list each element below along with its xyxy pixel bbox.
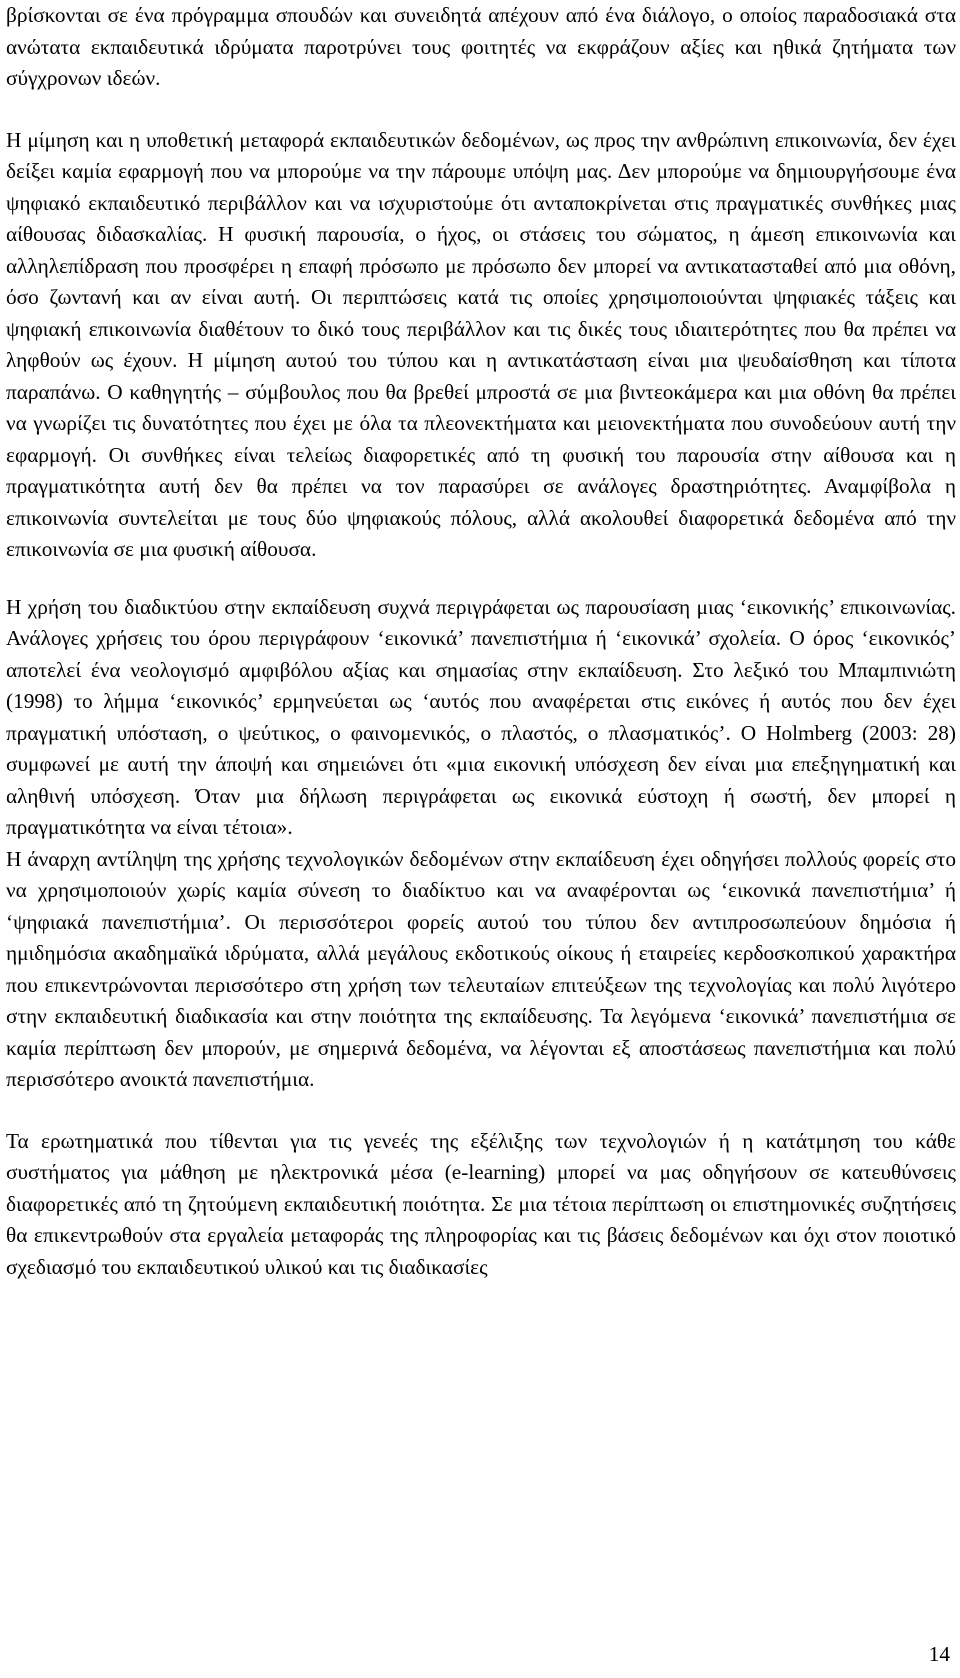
page-number: 14 bbox=[928, 1642, 950, 1666]
paragraph-elearning-questions: Τα ερωτηματικά που τίθενται για τις γενεές της εξέλιξης των τεχνολογιών ή η κατάτμηση του κάθε συστήματος για μάθηση με ηλεκτρονικά μέσα (e-learning) μπορεί να μας οδηγήσουν σε κατευθύνσεις διαφορετικές από τη ζητούμενη εκπαιδευτική ποιότητα. Σε μια τέτοια περίπτωση οι επιστημονικές συζητήσεις θα επικεντρωθούν στα εργαλεία μεταφοράς της πληροφορίας και τις βάσεις δεδομένων και όχι στον ποιοτικό σχεδιασμό του εκπαιδευτικού υλικού και τις διαδικασίες bbox=[6, 1128, 956, 1279]
body-text bbox=[6, 0, 956, 1283]
paragraph-continuation: βρίσκονται σε ένα πρόγραμμα σπουδών και συνειδητά απέχουν από ένα διάλογο, ο οποίος παραδοσιακά στα ανώτατα εκπαιδευτικά ιδρύματα παροτρύνει τους φοιτητές να εκφράζουν αξίες και ηθικά ζητήματα των σύγχρονων ιδεών. bbox=[6, 3, 956, 90]
paragraph-virtual-term: Η χρήση του διαδικτύου στην εκπαίδευση συχνά περιγράφεται ως παρουσίαση μιας ‘εικονικής’ επικοινωνίας. Ανάλογες χρήσεις του όρου περιγράφουν ‘εικονικά’ πανεπιστήμια ή ‘εικονικά’ σχολεία. Ο όρος ‘εικονικός’ αποτελεί ένα νεολογισμό αμφιβόλου αξίας και σημασίας στην εκπαίδευση. Στο λεξικό του Μπαμπινιώτη (1998) το λήμμα ‘εικονικός’ ερμηνεύεται ως ‘αυτός που αναφέρεται στις εικόνες ή αυτός που δεν έχει πραγματική υπόσταση, ο ψεύτικος, ο φαινομενικός, ο πλαστός, ο πλασματικός’. Ο Holmberg (2003: 28) συμφωνεί με αυτή την άποψή και σημειώνει ότι «μια εικονική υπόσχεση δεν είναι μια επεξηγηματική και αληθινή υπόσχεση. Όταν μια δήλωση περιγράφεται ως εικονικά εύστοχη ή σωστή, δεν μπορεί η πραγματικότητα να είναι τέτοια». bbox=[6, 594, 956, 839]
paragraph-imitation: Η μίμηση και η υποθετική μεταφορά εκπαιδευτικών δεδομένων, ως προς την ανθρώπινη επικοινωνία, δεν έχει δείξει καμία εφαρμογή που να μπορούμε να την πάρουμε υπόψη μας. Δεν μπορούμε να δημιουργήσουμε ένα ψηφιακό εκπαιδευτικό περιβάλλον και να ισχυριστούμε ότι ανταποκρίνεται στις πραγματικές συνθήκες μιας αίθουσας διδασκαλίας. Η φυσική παρουσία, ο ήχος, οι στάσεις του σώματος, η άμεση επικοινωνία και αλληλεπίδραση που προσφέρει η επαφή πρόσωπο με πρόσωπο δεν μπορεί να αντικατασταθεί από μια οθόνη, όσο ζωντανή και αν είναι αυτή. Οι περιπτώσεις κατά τις οποίες χρησιμοποιούνται ψηφιακές τάξεις και ψηφιακή επικοινωνία διαθέτουν το δικό τους περιβάλλον και τις δικές τους ιδιαιτερότητες που θα πρέπει να ληφθούν ως έχουν. Η μίμηση αυτού του τύπου και η αντικατάσταση είναι μια ψευδαίσθηση και τίποτα παραπάνω. Ο καθηγητής – σύμβουλος που θα βρεθεί μπροστά σε μια βιντεοκάμερα και μια οθόνη θα πρέπει να γνωρίζει τις δυνατότητες που έχει με όλα τα πλεονεκτήματα και μειονεκτήματα που συνοδεύουν αυτή την εφαρμογή. Οι συνθήκες είναι τελείως διαφορετικές από τη φυσική του παρουσία στην αίθουσα και η πραγματικότητα αυτή δεν θα πρέπει να τον παρασύρει σε ανάλογες δραστηριότητες. Αναμφίβολα η επικοινωνία συντελείται με τους δύο ψηφιακούς πόλους, αλλά ακολουθεί διαφορετικά δεδομένα από την επικοινωνία σε μια φυσική αίθουσα. bbox=[6, 127, 956, 561]
paragraph-virtual-universities: Η άναρχη αντίληψη της χρήσης τεχνολογικών δεδομένων στην εκπαίδευση έχει οδηγήσει πολλούς φορείς στο να χρησιμοποιούν χωρίς καμία σύνεση το διαδίκτυο και να αναφέρονται ως ‘εικονικά πανεπιστήμια’ ή ‘ψηφιακά πανεπιστήμια’. Οι περισσότεροι φορείς αυτού του τύπου δεν αντιπροσωπεύουν δημόσια ή ημιδημόσια ακαδημαϊκά ιδρύματα, αλλά μεγάλους εκδοτικούς οίκους ή εταιρείες κερδοσκοπικού χαρακτήρα που επικεντρώνονται περισσότερο στη χρήση των τελευταίων επιτεύξεων της τεχνολογίας και πολύ λιγότερο στην εκπαιδευτική διαδικασία και στην ποιότητα της εκπαίδευσης. Τα λεγόμενα ‘εικονικά’ πανεπιστήμια σε καμία περίπτωση δεν μπορούν, με σημερινά δεδομένα, να λέγονται εξ αποστάσεως πανεπιστήμια και πολύ περισσότερο ανοικτά πανεπιστήμια. bbox=[6, 846, 956, 1091]
